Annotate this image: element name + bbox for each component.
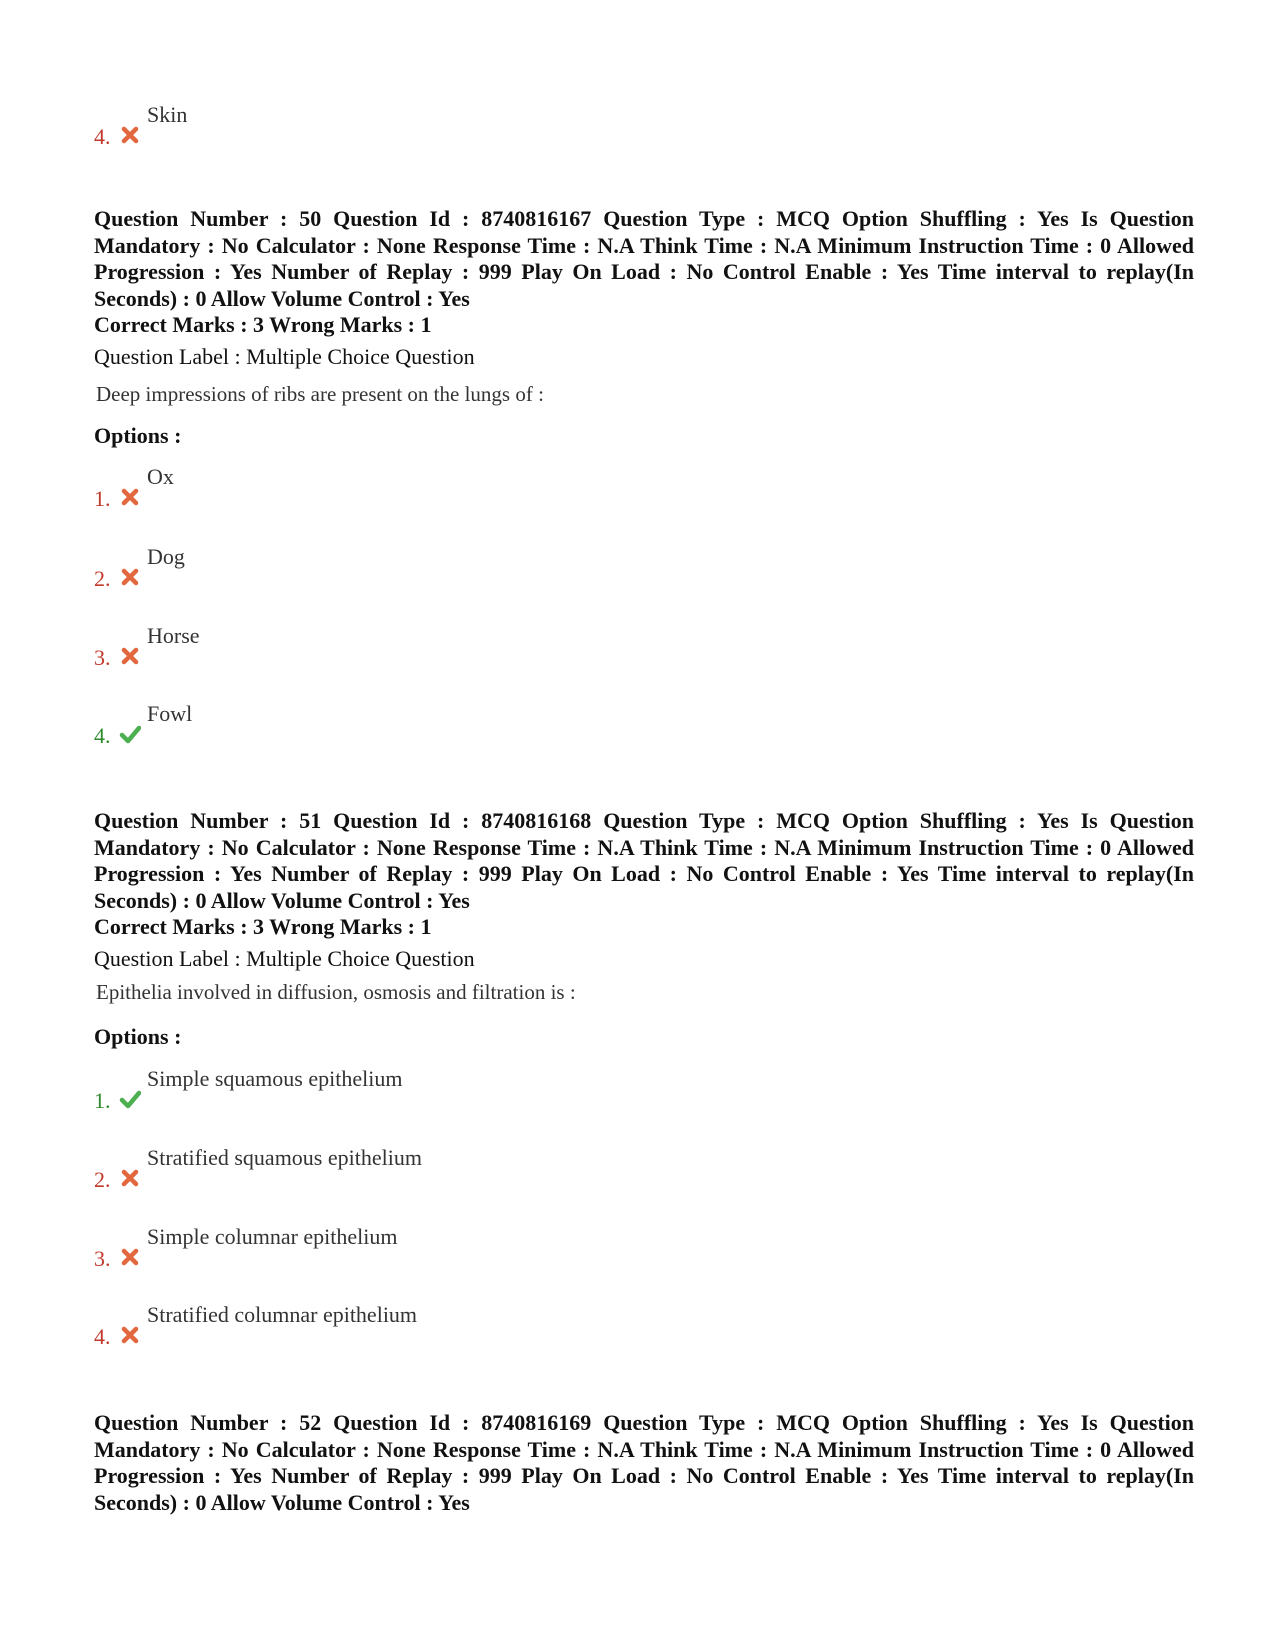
question-label-51: Question Label : Multiple Choice Question [94,946,475,971]
cross-icon [119,645,141,667]
option-50-2 [94,544,694,591]
question-meta-51: Question Number : 51 Question Id : 8740816168 Question Type : MCQ Option Shuffling : Yes Is Question Mandatory : No Calculator : None Response Time : N.A Think Time : N.A Minimum Instruction Time : 0 Allowed Progression : Yes Number of Replay : 999 Play On Load : No Control Enable : Yes Time interval to replay(In Seconds) : 0 Allow Volume Control : Yes [94,808,1194,913]
option-text: Fowl [147,701,193,726]
cross-icon [119,1167,141,1189]
cross-icon [119,1324,141,1346]
check-icon [119,1088,141,1110]
check-icon [119,723,141,745]
option-number: 1. [94,486,111,511]
option-number: 4. [94,124,111,149]
question-marks-50: Correct Marks : 3 Wrong Marks : 1 [94,312,432,337]
option-51-1 [94,1066,694,1113]
option-number: 3. [94,1246,111,1271]
option-text: Stratified squamous epithelium [147,1145,422,1170]
option-50-3 [94,623,694,670]
question-text-51: Epithelia involved in diffusion, osmosis and filtration is : [96,980,576,1004]
cross-icon [119,566,141,588]
option-number: 2. [94,566,111,591]
option-text: Horse [147,623,200,648]
option-51-4 [94,1302,694,1349]
option-number: 2. [94,1167,111,1192]
option-number: 4. [94,1324,111,1349]
option-text: Skin [147,102,188,127]
options-heading-51: Options : [94,1024,182,1049]
question-meta-50: Question Number : 50 Question Id : 8740816167 Question Type : MCQ Option Shuffling : Yes Is Question Mandatory : No Calculator : None Response Time : N.A Think Time : N.A Minimum Instruction Time : 0 Allowed Progression : Yes Number of Replay : 999 Play On Load : No Control Enable : Yes Time interval to replay(In Seconds) : 0 Allow Volume Control : Yes [94,206,1194,311]
option-text: Dog [147,544,185,569]
question-label-50: Question Label : Multiple Choice Question [94,344,475,369]
question-text-50: Deep impressions of ribs are present on the lungs of : [96,382,544,406]
option-51-3 [94,1224,694,1271]
option-text: Simple columnar epithelium [147,1224,398,1249]
option-text: Simple squamous epithelium [147,1066,403,1091]
option-number: 1. [94,1088,111,1113]
cross-icon [119,124,141,146]
option-text: Stratified columnar epithelium [147,1302,418,1327]
option-prev-4 [94,102,694,149]
question-marks-51: Correct Marks : 3 Wrong Marks : 1 [94,914,432,939]
option-50-4 [94,701,694,748]
options-heading-50: Options : [94,423,182,448]
option-51-2 [94,1145,694,1192]
cross-icon [119,1246,141,1268]
question-meta-52: Question Number : 52 Question Id : 8740816169 Question Type : MCQ Option Shuffling : Yes Is Question Mandatory : No Calculator : None Response Time : N.A Think Time : N.A Minimum Instruction Time : 0 Allowed Progression : Yes Number of Replay : 999 Play On Load : No Control Enable : Yes Time interval to replay(In Seconds) : 0 Allow Volume Control : Yes [94,1410,1194,1515]
option-50-1 [94,464,694,511]
option-text: Ox [147,464,174,489]
option-number: 4. [94,723,111,748]
option-number: 3. [94,645,111,670]
cross-icon [119,486,141,508]
